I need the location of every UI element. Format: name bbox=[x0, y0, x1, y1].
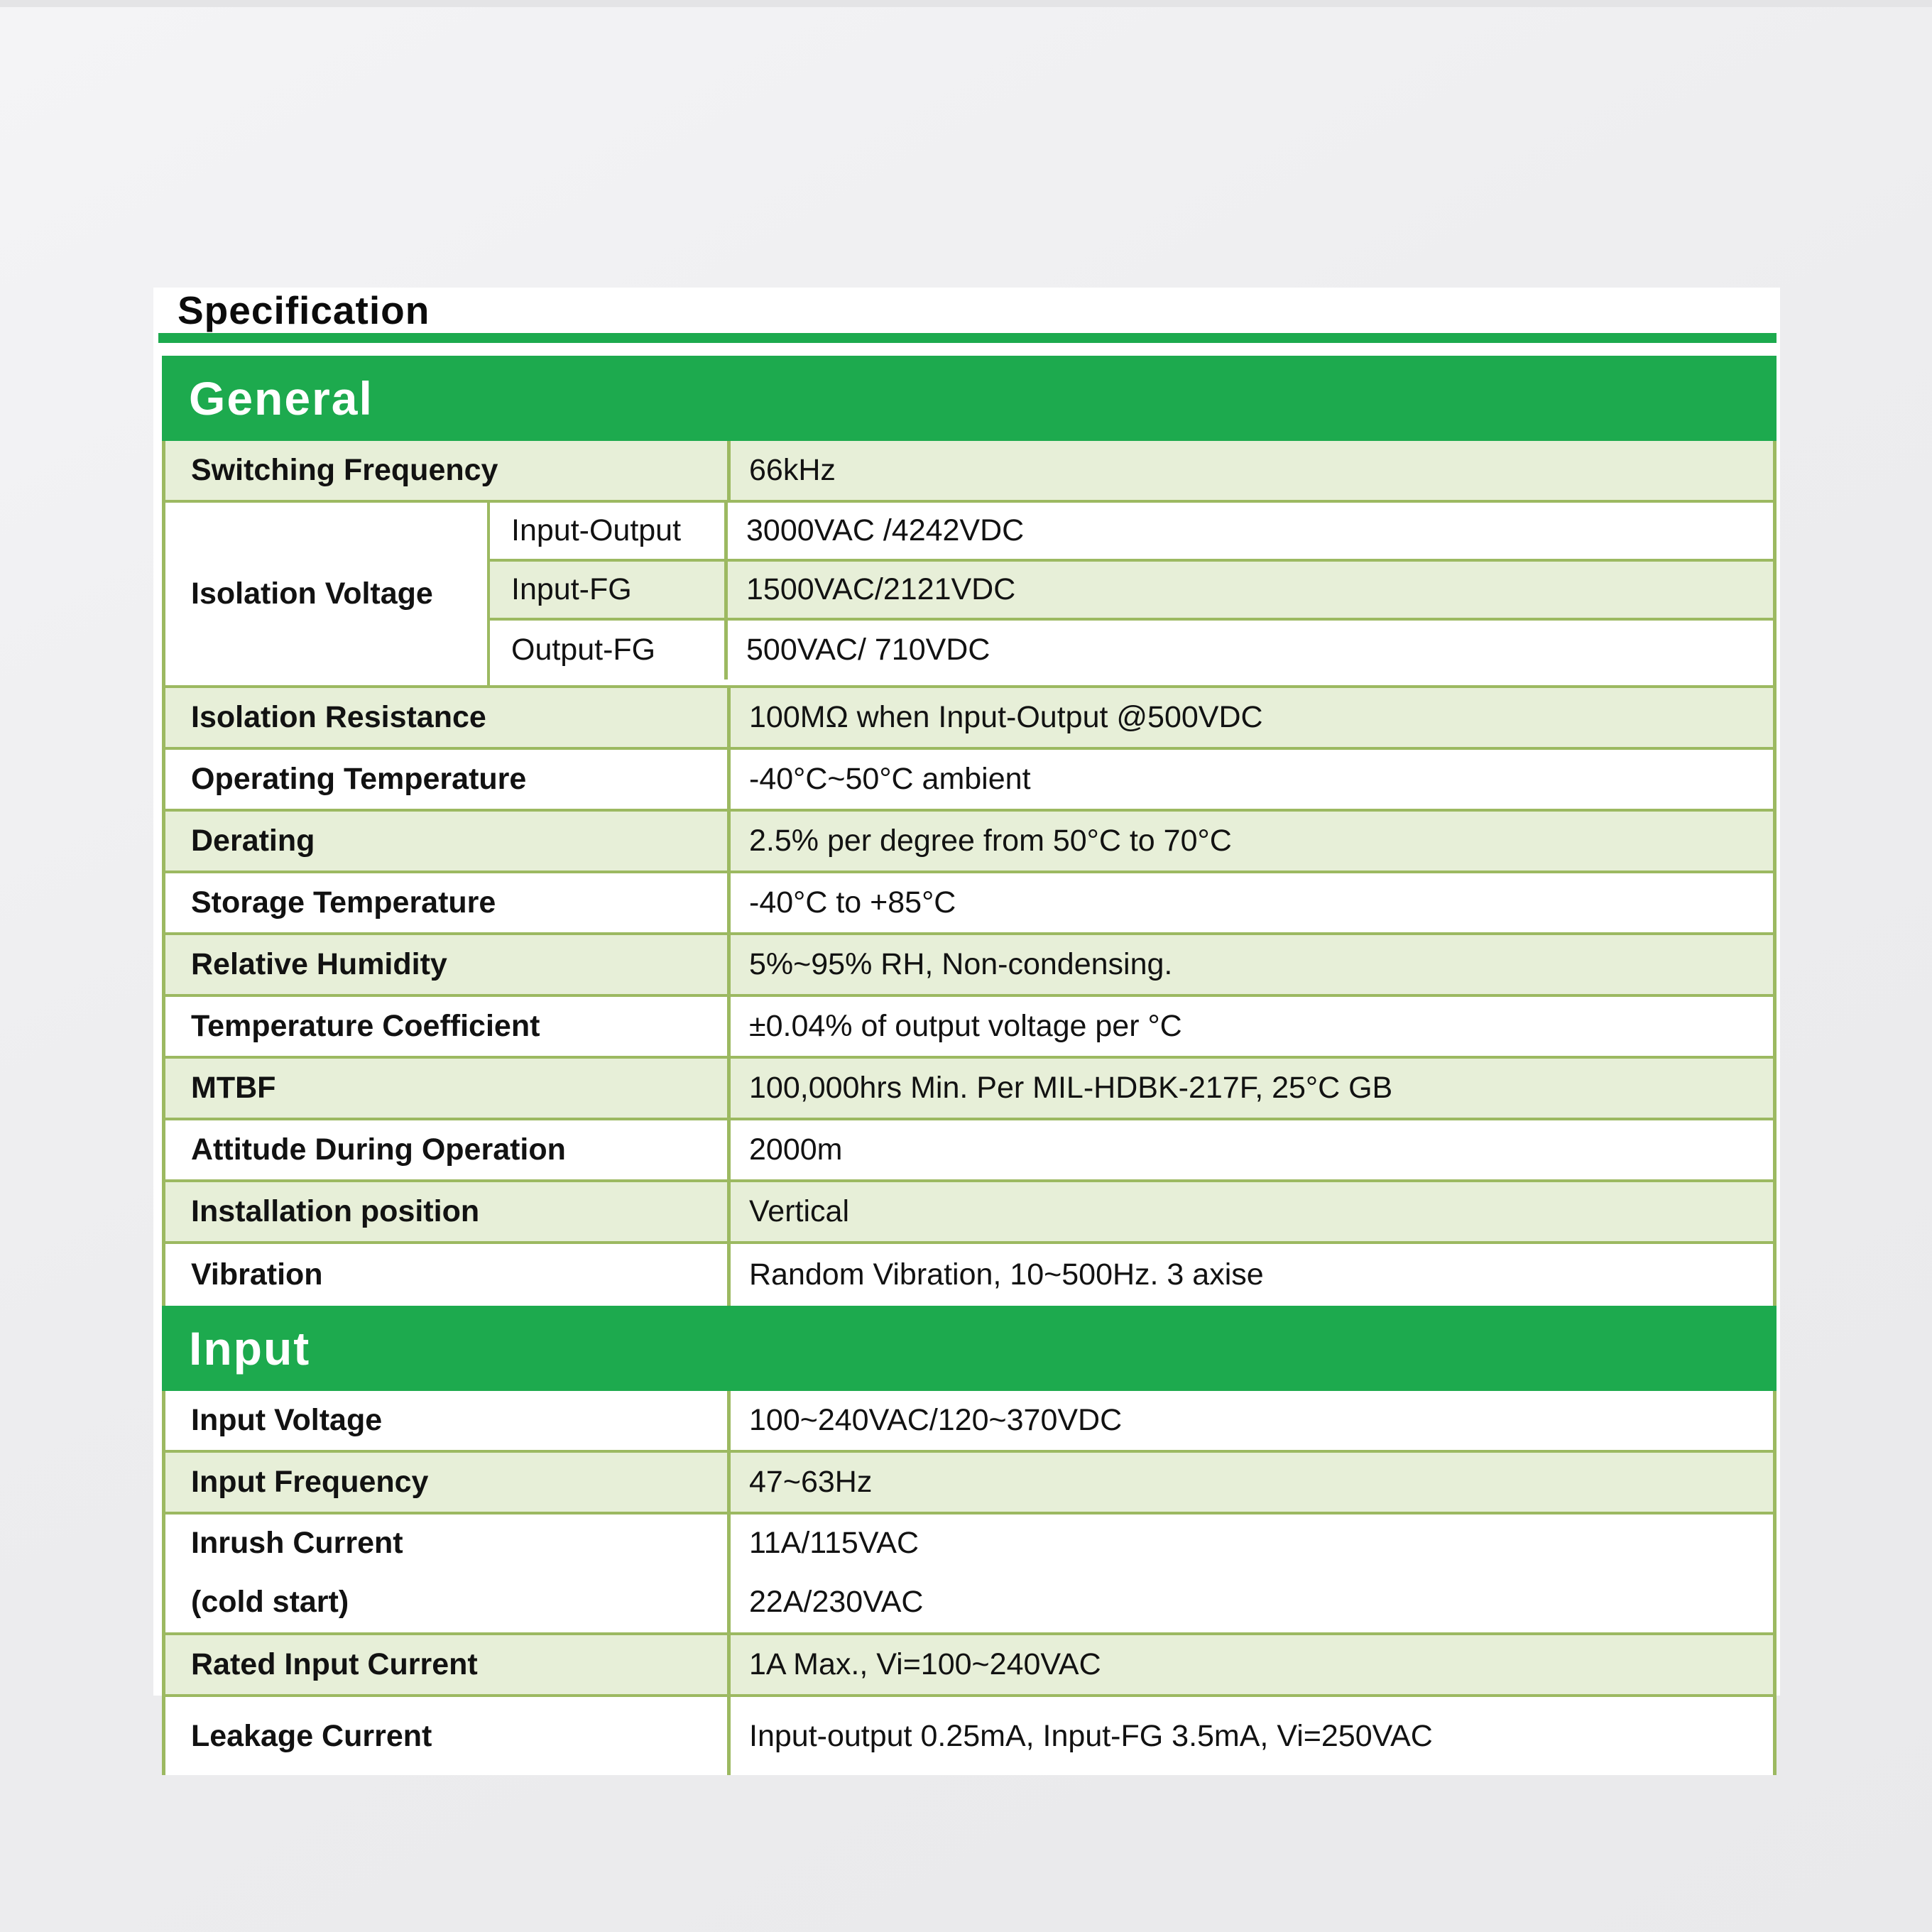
page-top-strip bbox=[0, 0, 1932, 7]
row-value: 100,000hrs Min. Per MIL-HDBK-217F, 25°C GB bbox=[749, 1071, 1393, 1105]
section-title: Input bbox=[189, 1322, 311, 1375]
table-row bbox=[162, 1697, 1777, 1775]
spec-table bbox=[162, 356, 1777, 1775]
row-value: 5%~95% RH, Non-condensing. bbox=[749, 947, 1173, 981]
row-value: Random Vibration, 10~500Hz. 3 axise bbox=[749, 1257, 1264, 1292]
subrow-label: Output-FG bbox=[490, 621, 728, 680]
table-row bbox=[162, 1120, 1777, 1182]
row-value: 66kHz bbox=[749, 453, 836, 487]
table-subrow bbox=[490, 503, 1773, 562]
row-label: Isolation Voltage bbox=[165, 503, 490, 685]
row-label: Storage Temperature bbox=[165, 873, 731, 932]
row-value-line: 22A/230VAC bbox=[749, 1585, 924, 1619]
row-value-line: 11A/115VAC bbox=[749, 1526, 919, 1560]
section-header-input bbox=[162, 1306, 1777, 1391]
subrow-label: Input-FG bbox=[490, 562, 728, 618]
table-row bbox=[162, 812, 1777, 873]
table-row bbox=[162, 1635, 1777, 1697]
row-label: Attitude During Operation bbox=[165, 1120, 731, 1179]
subrow-value: 500VAC/ 710VDC bbox=[746, 633, 990, 667]
table-row bbox=[162, 1453, 1777, 1515]
sub-rows bbox=[490, 503, 1773, 685]
page-title: Specification bbox=[178, 288, 430, 332]
table-row bbox=[162, 1244, 1777, 1306]
row-label-line: (cold start) bbox=[191, 1585, 349, 1619]
section-header-general bbox=[162, 356, 1777, 441]
row-label-line: Inrush Current bbox=[191, 1526, 403, 1560]
row-value: ±0.04% of output voltage per °C bbox=[749, 1009, 1182, 1043]
row-value bbox=[731, 1515, 1773, 1632]
row-label: Temperature Coefficient bbox=[165, 997, 731, 1056]
row-value: Input-output 0.25mA, Input-FG 3.5mA, Vi=250VAC bbox=[749, 1718, 1433, 1753]
table-row bbox=[162, 873, 1777, 935]
subrow-value: 1500VAC/2121VDC bbox=[746, 572, 1016, 606]
row-value: 2.5% per degree from 50°C to 70°C bbox=[749, 824, 1232, 858]
row-value: -40°C~50°C ambient bbox=[749, 762, 1031, 796]
row-label: Operating Temperature bbox=[165, 750, 731, 809]
title-underline-rule bbox=[158, 333, 1777, 343]
row-value: 100~240VAC/120~370VDC bbox=[749, 1403, 1123, 1437]
table-row bbox=[162, 1515, 1777, 1635]
content-panel bbox=[153, 288, 1780, 1753]
table-row bbox=[162, 997, 1777, 1059]
section-title: General bbox=[189, 372, 373, 425]
subrow-value: 3000VAC /4242VDC bbox=[746, 513, 1025, 547]
row-label: Isolation Resistance bbox=[165, 688, 731, 747]
row-value: 100MΩ when Input-Output @500VDC bbox=[749, 700, 1263, 734]
table-row bbox=[162, 1182, 1777, 1244]
row-value: 1A Max., Vi=100~240VAC bbox=[749, 1647, 1101, 1681]
table-subrow bbox=[490, 562, 1773, 621]
row-label: Input Voltage bbox=[165, 1391, 731, 1450]
table-row bbox=[162, 750, 1777, 812]
row-label: Input Frequency bbox=[165, 1453, 731, 1512]
row-value: 2000m bbox=[749, 1133, 843, 1167]
row-value: -40°C to +85°C bbox=[749, 885, 956, 919]
table-row bbox=[162, 688, 1777, 750]
subrow-label: Input-Output bbox=[490, 503, 728, 559]
row-label: Vibration bbox=[165, 1244, 731, 1306]
row-label: Switching Frequency bbox=[165, 441, 731, 500]
row-label bbox=[165, 1515, 731, 1632]
row-value: 47~63Hz bbox=[749, 1465, 873, 1499]
row-label: Installation position bbox=[165, 1182, 731, 1241]
table-row bbox=[162, 935, 1777, 997]
row-label: Derating bbox=[165, 812, 731, 871]
table-row bbox=[162, 441, 1777, 503]
row-label: Rated Input Current bbox=[165, 1635, 731, 1694]
table-subrow bbox=[490, 621, 1773, 680]
table-row-group bbox=[162, 503, 1777, 688]
table-row bbox=[162, 1059, 1777, 1120]
table-row bbox=[162, 1391, 1777, 1453]
row-label: Relative Humidity bbox=[165, 935, 731, 994]
row-label: MTBF bbox=[165, 1059, 731, 1118]
row-label: Leakage Current bbox=[165, 1697, 731, 1775]
row-value: Vertical bbox=[749, 1194, 850, 1228]
